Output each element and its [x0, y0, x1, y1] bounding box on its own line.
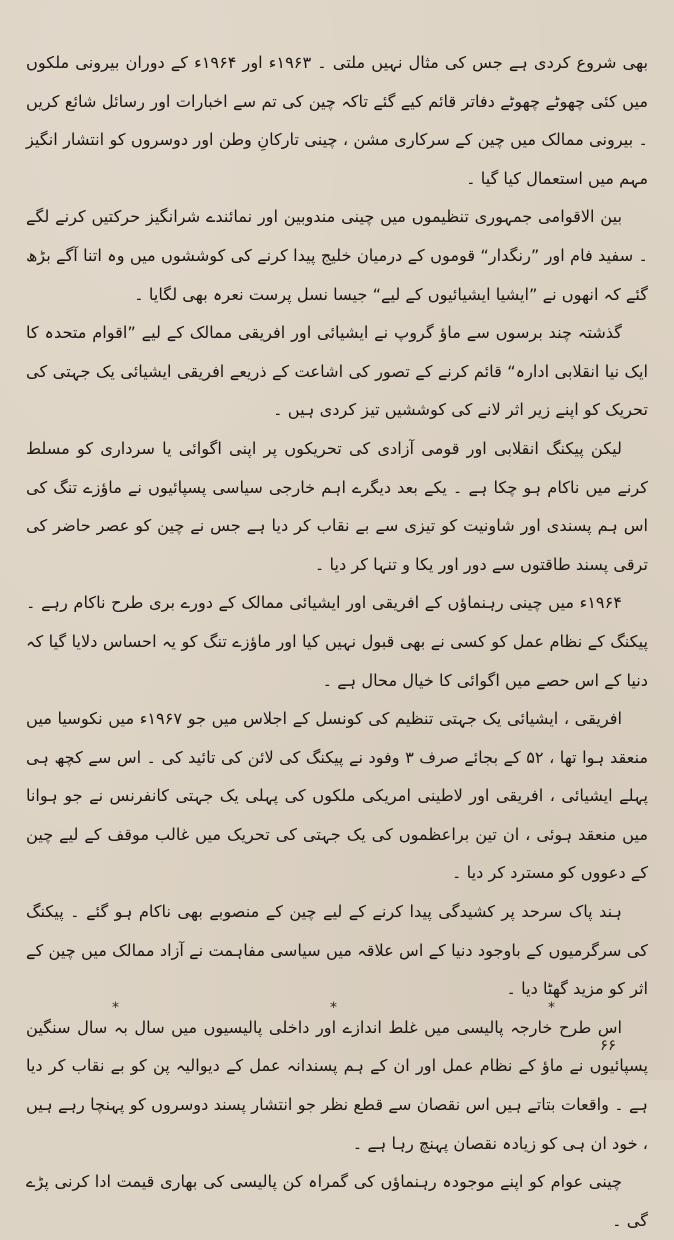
page-number: ۶۶: [600, 1036, 617, 1054]
paragraph: لیکن پیکنگ انقلابی اور قومی آزادی کی تحریکوں پر اپنی اگوائی یا سرداری کو مسلط کرنے میں ناکام ہو چکا ہے ۔ یکے بعد دیگرے اہم خارجی سیاسی پسپائیوں نے ماؤزے تنگ کی اس ہم پسندی اور شاونیت کو تیزی سے بے نقاب کر دیا ہے جس نے چین کو عصر حاضر کی ترقی پسند طاقتوں سے دور اور یکا و تنہا کر دیا ۔: [26, 438, 648, 574]
separator-star: *: [112, 1000, 119, 1016]
paragraph-continuation: بھی شروع کردی ہے جس کی مثال نہیں ملتی ۔ ۱۹۶۳ء اور ۱۹۶۴ء کے دوران بیرونی ملکوں میں کئی چھوٹے چھوٹے دفاتر قائم کیے گئے تاکہ چین کی تم سے اخبارات اور رسائل شائع کریں ۔ بیرونی ممالک میں چین کے سرکاری مشن ، چینی تارکانِ وطن اور دوسروں کو انتشار انگیز مہم میں استعمال کیا گیا ۔: [26, 53, 648, 188]
separator-star: *: [548, 1000, 555, 1016]
paragraph: گذشتہ چند برسوں سے ماؤ گروپ نے ایشیائی اور افریقی ممالک کے لیے ”اقوام متحدہ کا ایک نیا انقلابی ادارہ“ قائم کرنے کے تصور کی اشاعت کے ذریعے افریقی ایشیائی یک جہتی کی تحریک کو اپنے زیر اثر لانے کی کوششیں تیز کردی ہیں ۔: [26, 323, 648, 420]
paragraph: افریقی ، ایشیائی یک جہتی تنظیم کی کونسل کے اجلاس میں جو ۱۹۶۷ء میں نکوسیا میں منعقد ہوا تھا ، ۵۲ کے بجائے صرف ۳ وفود نے پیکنگ کی لائن کی تائید کی ۔ اس سے کچھ ہی پہلے ایشیائی ، افریقی اور لاطینی امریکی ملکوں کی پہلی یک جہتی کانفرنس نے جو ہوانا میں منعقد ہوئی ، ان تین براعظموں کی یک جہتی کی تحریک میں غالب موقف کے لیے چین کے دعووں کو مسترد کر دیا ۔: [26, 709, 649, 883]
paragraph: ۱۹۶۴ء میں چینی رہنماؤں کے افریقی اور ایشیائی ممالک کے دورے بری طرح ناکام رہے ۔ پیکنگ کے نظام عمل کو کسی نے بھی قبول نہیں کیا اور ماؤزے تنگ کو یہ احساس دلایا گیا کہ دنیا کے اس حصے میں اگوائی کا خیال محال ہے ۔: [26, 593, 648, 690]
body-text: [26, 44, 648, 1240]
separator-star: *: [330, 1000, 337, 1016]
section-separator: [0, 1000, 674, 1020]
paragraph: ہند پاک سرحد پر کشیدگی پیدا کرنے کے لیے چین کے منصوبے بھی ناکام ہو گئے ۔ پیکنگ کی سرگرمیوں کے باوجود دنیا کے اس علاقہ میں سیاسی مفاہمت نے آزاد ممالک میں چین کے اثر کو مزید گھٹا دیا ۔: [26, 902, 648, 999]
paragraph-final: چینی عوام کو اپنے موجودہ رہنماؤں کی گمراہ کن پالیسی کی بھاری قیمت ادا کرنی پڑے گی ۔: [26, 1172, 648, 1230]
paragraph: اس طرح خارجہ پالیسی میں غلط اندازے اور داخلی پالیسیوں میں سال بہ سال سنگین پسپائیوں نے ماؤ کے نظام عمل اور ان کے ہم پسندانہ عمل کے دیوالیہ پن کو بے نقاب کر دیا ہے ۔ واقعات بتاتے ہیں اس نقصان سے قطع نظر جو انتشار پسند دوسروں کو پہنچا رہے ہیں ، خود ان ہی کو زیادہ نقصان پہنچ رہا ہے ۔: [26, 1017, 648, 1153]
paragraph: بین الاقوامی جمہوری تنظیموں میں چینی مندوبین اور نمائندے شرانگیز حرکتیں کرنے لگے ۔ سفید فام اور ”رنگدار“ قوموں کے درمیان خلیج پیدا کرنے کی کوششوں میں وہ اتنا آگے بڑھ گئے کہ انھوں نے ”ایشیا ایشیائیوں کے لیے“ جیسا نسل پرست نعرہ بھی لگایا ۔: [26, 207, 648, 304]
